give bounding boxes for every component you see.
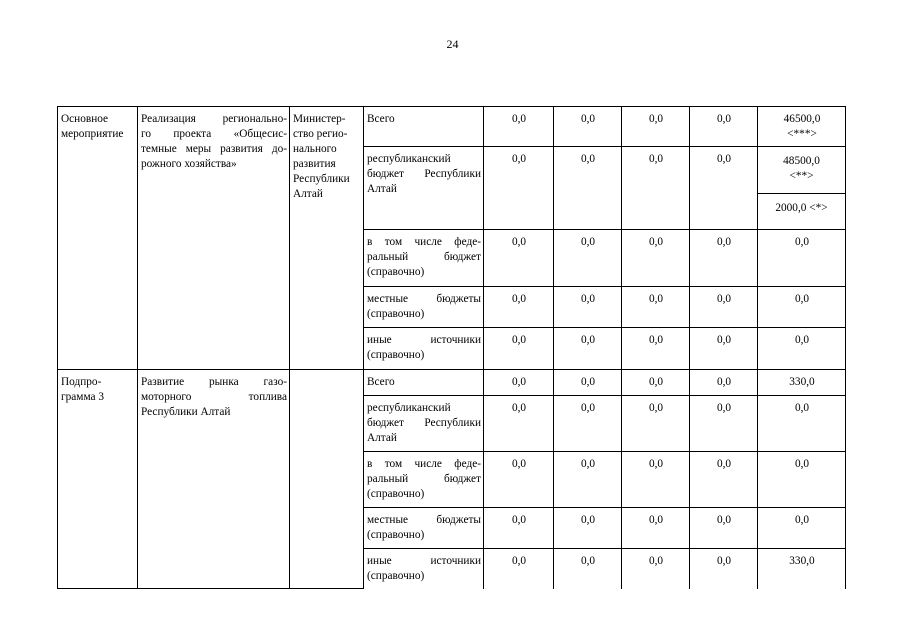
value-cell: 0,0 bbox=[484, 396, 554, 452]
value-cell: 0,0 bbox=[622, 508, 690, 549]
value-cell: 0,0 bbox=[554, 107, 622, 147]
text-line: 330,0 bbox=[789, 555, 815, 567]
total-value-cell bbox=[758, 287, 846, 328]
total-value-cell bbox=[758, 549, 846, 589]
text-line: 46500,0 bbox=[783, 113, 821, 125]
text-line: <**> bbox=[789, 170, 814, 182]
text-line: 0,0 bbox=[794, 236, 810, 248]
text-line: Министер- bbox=[293, 113, 346, 125]
text-line: 0,0 bbox=[794, 293, 810, 305]
value-cell: 0,0 bbox=[690, 396, 758, 452]
table-row bbox=[58, 370, 846, 396]
value-cell: 0,0 bbox=[554, 287, 622, 328]
value-cell: 0,0 bbox=[554, 328, 622, 370]
section-executor-cell bbox=[290, 370, 364, 589]
section-type-cell bbox=[58, 370, 138, 589]
funding-source-cell bbox=[364, 396, 484, 452]
value-cell: 0,0 bbox=[690, 452, 758, 508]
value-cell: 0,0 bbox=[554, 452, 622, 508]
text-line: Алтай bbox=[367, 183, 397, 195]
value-cell: 0,0 bbox=[690, 508, 758, 549]
page-number: 24 bbox=[446, 37, 459, 51]
text-line: го проекта «Общесис- bbox=[141, 128, 287, 140]
text-line: иные источники bbox=[367, 334, 481, 346]
text-line: (справочно) bbox=[367, 488, 425, 500]
value-cell: 0,0 bbox=[622, 549, 690, 589]
text-line: республиканский bbox=[367, 402, 451, 414]
value-cell: 0,0 bbox=[622, 328, 690, 370]
text-line: Всего bbox=[367, 113, 395, 125]
value-cell: 0,0 bbox=[554, 396, 622, 452]
text-line: ство регио- bbox=[293, 128, 348, 140]
value-cell: 0,0 bbox=[690, 328, 758, 370]
text-line: Республики bbox=[293, 173, 350, 185]
text-line: бюджет Республики bbox=[367, 417, 481, 429]
total-value-cell bbox=[758, 370, 846, 396]
value-cell: 0,0 bbox=[622, 147, 690, 230]
text-line: Реализация регионально- bbox=[141, 113, 287, 125]
value-cell: 0,0 bbox=[484, 328, 554, 370]
funding-source-cell bbox=[364, 287, 484, 328]
total-value-cell bbox=[758, 147, 846, 230]
section-type-cell bbox=[58, 107, 138, 370]
text-line: Алтай bbox=[293, 188, 323, 200]
value-cell: 0,0 bbox=[484, 452, 554, 508]
text-line: местные бюджеты bbox=[367, 514, 481, 526]
funding-source-cell bbox=[364, 508, 484, 549]
value-cell: 0,0 bbox=[622, 396, 690, 452]
text-line: бюджет Республики bbox=[367, 168, 481, 180]
value-cell: 0,0 bbox=[554, 508, 622, 549]
value-cell: 0,0 bbox=[554, 370, 622, 396]
text-line: грамма 3 bbox=[61, 391, 105, 403]
value-cell: 0,0 bbox=[484, 107, 554, 147]
funding-source-cell bbox=[364, 230, 484, 287]
text-line: в том числе феде- bbox=[367, 236, 481, 248]
text-line: Подпро- bbox=[61, 376, 102, 388]
value-cell: 0,0 bbox=[554, 147, 622, 230]
value-cell: 0,0 bbox=[484, 508, 554, 549]
text-line: темные меры развития до- bbox=[141, 143, 287, 155]
text-line: местные бюджеты bbox=[367, 293, 481, 305]
value-cell: 0,0 bbox=[690, 230, 758, 287]
text-line: Республики Алтай bbox=[141, 406, 231, 418]
total-value-cell bbox=[758, 452, 846, 508]
funding-source-cell bbox=[364, 370, 484, 396]
value-cell: 0,0 bbox=[622, 452, 690, 508]
text-line: нального bbox=[293, 143, 337, 155]
text-line: (справочно) bbox=[367, 570, 425, 582]
text-line: рожного хозяйства» bbox=[141, 158, 237, 170]
total-value-cell bbox=[758, 328, 846, 370]
text-line: ральный бюджет bbox=[367, 251, 481, 263]
value-cell: 0,0 bbox=[554, 230, 622, 287]
total-value-cell bbox=[758, 230, 846, 287]
section-name-cell bbox=[138, 370, 290, 589]
table-row bbox=[58, 107, 846, 147]
text-line: Основное bbox=[61, 113, 109, 125]
text-line: Алтай bbox=[367, 432, 397, 444]
text-line: 48500,0 bbox=[783, 155, 820, 167]
text-line: Всего bbox=[367, 376, 395, 388]
text-line: мероприятие bbox=[61, 128, 124, 140]
total-value-extra: 2000,0 <*> bbox=[775, 202, 828, 214]
value-cell: 0,0 bbox=[484, 549, 554, 589]
value-cell: 0,0 bbox=[690, 549, 758, 589]
value-cell: 0,0 bbox=[554, 549, 622, 589]
value-cell: 0,0 bbox=[484, 147, 554, 230]
text-line: 0,0 bbox=[794, 402, 810, 414]
text-line: моторного топлива bbox=[141, 391, 287, 403]
text-line: (справочно) bbox=[367, 349, 425, 361]
funding-source-cell bbox=[364, 452, 484, 508]
text-line: развития bbox=[293, 158, 336, 170]
funding-source-cell bbox=[364, 107, 484, 147]
funding-source-cell bbox=[364, 328, 484, 370]
funding-source-cell bbox=[364, 147, 484, 230]
value-cell: 0,0 bbox=[690, 147, 758, 230]
value-cell: 0,0 bbox=[484, 230, 554, 287]
section-executor-cell bbox=[290, 107, 364, 370]
value-cell: 0,0 bbox=[622, 230, 690, 287]
value-cell: 0,0 bbox=[690, 107, 758, 147]
budget-table bbox=[57, 106, 846, 589]
text-line: 330,0 bbox=[789, 376, 815, 388]
text-line: в том числе феде- bbox=[367, 458, 481, 470]
text-line: 0,0 bbox=[794, 514, 810, 526]
text-line: республиканский bbox=[367, 153, 451, 165]
value-cell: 0,0 bbox=[622, 287, 690, 328]
text-line: <***> bbox=[787, 128, 817, 140]
text-line: (справочно) bbox=[367, 266, 425, 278]
value-cell: 0,0 bbox=[484, 370, 554, 396]
value-cell: 0,0 bbox=[690, 287, 758, 328]
section-name-cell bbox=[138, 107, 290, 370]
text-line: (справочно) bbox=[367, 308, 425, 320]
total-value-cell bbox=[758, 107, 846, 147]
value-cell: 0,0 bbox=[622, 370, 690, 396]
value-cell: 0,0 bbox=[622, 107, 690, 147]
total-value-cell bbox=[758, 508, 846, 549]
total-value-cell bbox=[758, 396, 846, 452]
text-line: Развитие рынка газо- bbox=[141, 376, 287, 388]
text-line: иные источники bbox=[367, 555, 481, 567]
value-cell: 0,0 bbox=[690, 370, 758, 396]
text-line: 0,0 bbox=[794, 334, 810, 346]
text-line: 0,0 bbox=[794, 458, 810, 470]
value-cell: 0,0 bbox=[484, 287, 554, 328]
total-value-main bbox=[758, 147, 845, 194]
text-line: ральный бюджет bbox=[367, 473, 481, 485]
funding-source-cell bbox=[364, 549, 484, 589]
text-line: (справочно) bbox=[367, 529, 425, 541]
